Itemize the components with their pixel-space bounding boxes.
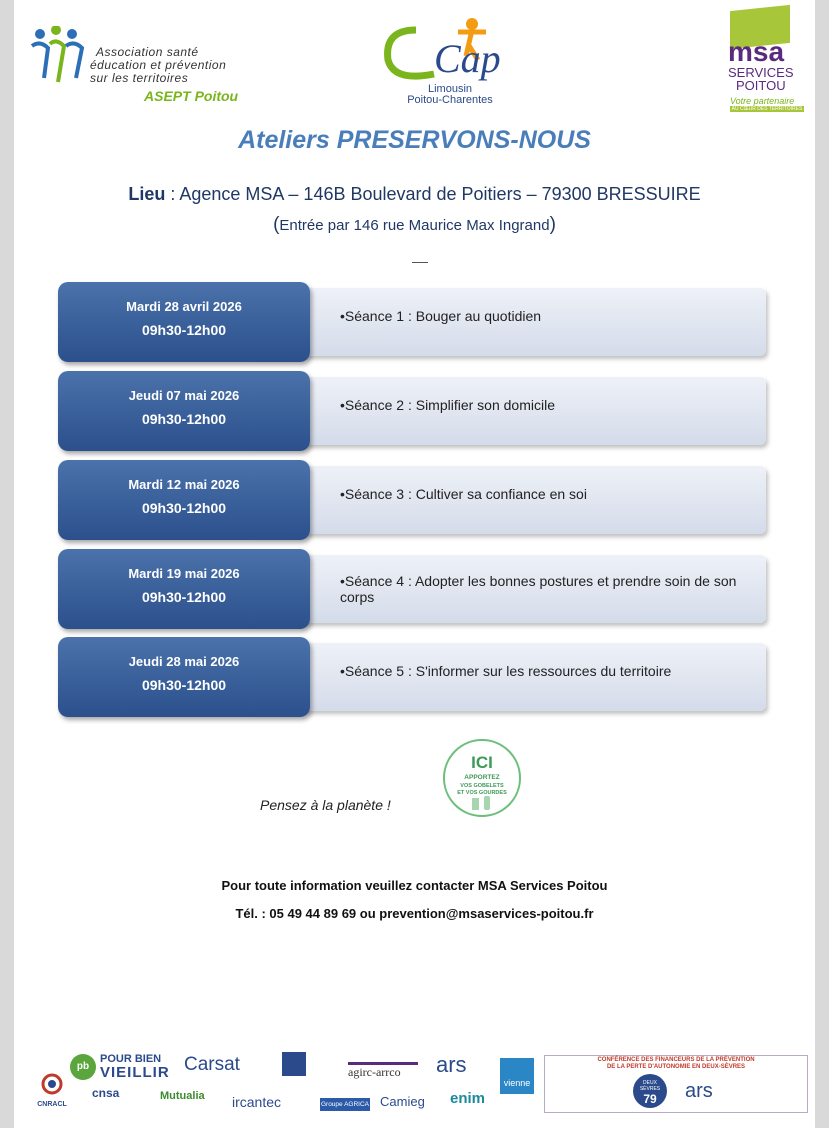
asept-name: ASEPT Poitou — [144, 88, 239, 104]
cap-region2: Poitou-Charentes — [407, 94, 493, 106]
pour-bien-vieillir-logo — [70, 1052, 180, 1082]
asept-figures-icon — [26, 26, 96, 86]
ars-small-logo: ars — [685, 1080, 713, 1102]
asept-logo — [26, 22, 246, 112]
ds-text: DEUX SÈVRES — [639, 1080, 661, 1092]
session-time: 09h30-12h00 — [141, 411, 227, 427]
session-date: Mardi 28 avril 2026 — [126, 299, 242, 314]
session-time: 09h30-12h00 — [141, 589, 227, 605]
pbv-icon: pb — [70, 1054, 96, 1080]
session-text: •Séance 1 : Bouger au quotidien — [340, 308, 542, 324]
cnsa-logo: cnsa — [92, 1086, 120, 1100]
badge-circle-icon — [442, 734, 522, 824]
session-text: •Séance 3 : Cultiver sa confiance en soi — [340, 486, 587, 502]
badge-line2: VOS GOBELETS — [460, 783, 504, 789]
session-date-box — [58, 282, 310, 362]
session-text: •Séance 2 : Simplifier son domicile — [340, 397, 555, 413]
asept-line1: Association santé — [96, 45, 199, 59]
session-text: •Séance 5 : S'informer sur les ressources du territoire — [340, 663, 672, 679]
conference-financeurs-box — [544, 1055, 808, 1113]
msa-logo-text: msa — [728, 36, 785, 67]
carsat-logo: Carsat — [184, 1054, 240, 1075]
session-time: 09h30-12h00 — [141, 677, 227, 693]
badge-line3: ET VOS GOURDES — [457, 790, 507, 796]
agirc-logo: agirc-arrco — [348, 1062, 418, 1081]
cap-logo-mark — [374, 16, 534, 86]
session-date-box — [58, 371, 310, 451]
session-time: 09h30-12h00 — [141, 500, 227, 516]
contact-text: Pour toute information veuillez contacter MSA Services Poitou — [221, 878, 608, 893]
session-date-box — [58, 637, 310, 717]
mutualia-logo: Mutualia — [160, 1090, 205, 1102]
session-date-box — [58, 460, 310, 540]
agrica-logo: Groupe AGRICA — [320, 1098, 370, 1111]
session-date: Jeudi 28 mai 2026 — [128, 654, 240, 669]
asept-line3: sur les territoires — [90, 71, 189, 85]
cnracl-logo — [32, 1072, 72, 1112]
pbv-line2: VIEILLIR — [100, 1064, 170, 1081]
conf-line1: CONFÉRENCE DES FINANCEURS DE LA PRÉVENTION — [597, 1057, 755, 1063]
cnracl-text: CNRACL — [37, 1101, 67, 1108]
badge-line1: APPORTEZ — [464, 774, 500, 781]
session-text: •Séance 4 : Adopter les bonnes postures et prendre soin de son corps — [340, 573, 737, 605]
conf-line2: DE LA PERTE D'AUTONOMIE EN DEUX-SÈVRES — [606, 1064, 746, 1070]
divider — [412, 262, 428, 263]
session-row — [58, 282, 768, 364]
session-date: Mardi 12 mai 2026 — [128, 477, 240, 492]
cap-region — [394, 84, 506, 106]
session-date: Mardi 19 mai 2026 — [128, 566, 240, 581]
lieu-line — [14, 184, 815, 205]
badge-top: ICI — [471, 753, 493, 772]
enim-logo: enim — [450, 1090, 486, 1107]
tel-text: Tél. : 05 49 44 89 69 ou prevention@msaservices-poitou.fr — [235, 906, 594, 921]
camieg-logo: Camieg — [380, 1094, 425, 1109]
page-title: Ateliers PRESERVONS-NOUS — [238, 126, 591, 154]
pensez-text: Pensez à la planète ! — [260, 797, 391, 813]
session-row — [58, 460, 768, 542]
cnracl-icon — [32, 1072, 72, 1096]
lieu-label: Lieu — [128, 184, 166, 204]
deux-sevres-logo — [633, 1074, 667, 1108]
session-time: 09h30-12h00 — [141, 322, 227, 338]
entree-text: Entrée par 146 rue Maurice Max Ingrand — [279, 217, 550, 234]
ars-logo: ars — [436, 1052, 467, 1077]
ds-79: 79 — [643, 1092, 657, 1106]
pbv-line1: POUR BIEN — [100, 1053, 162, 1065]
session-row — [58, 371, 768, 453]
cap-logo — [374, 16, 534, 108]
entree-line: (Entrée par 146 rue Maurice Max Ingrand) — [273, 214, 556, 235]
session-date-box — [58, 549, 310, 629]
cap-region1: Limousin — [427, 83, 473, 95]
ircantec-logo: ircantec — [232, 1094, 282, 1110]
msa-line2: POITOU — [736, 78, 786, 93]
msa-logo — [726, 8, 806, 114]
cap-logo-text: Cap — [434, 36, 501, 81]
session-date: Jeudi 07 mai 2026 — [128, 388, 240, 403]
flyer-page — [14, 0, 815, 1128]
msa-tagline: Votre partenaire — [730, 96, 795, 106]
reusable-cups-badge — [442, 734, 522, 824]
msa-small-icon — [282, 1052, 306, 1076]
msa-line1: SERVICES — [728, 65, 794, 80]
lieu-value: : Agence MSA – 146B Boulevard de Poitiers – 79300 BRESSUIRE — [165, 184, 701, 204]
vienne-logo: vienne — [500, 1058, 534, 1094]
session-row — [58, 637, 768, 719]
msa-tagline2: AU CŒUR DES TERRITOIRES — [731, 106, 803, 112]
asept-line2: éducation et prévention — [90, 58, 227, 72]
session-row — [58, 549, 768, 631]
